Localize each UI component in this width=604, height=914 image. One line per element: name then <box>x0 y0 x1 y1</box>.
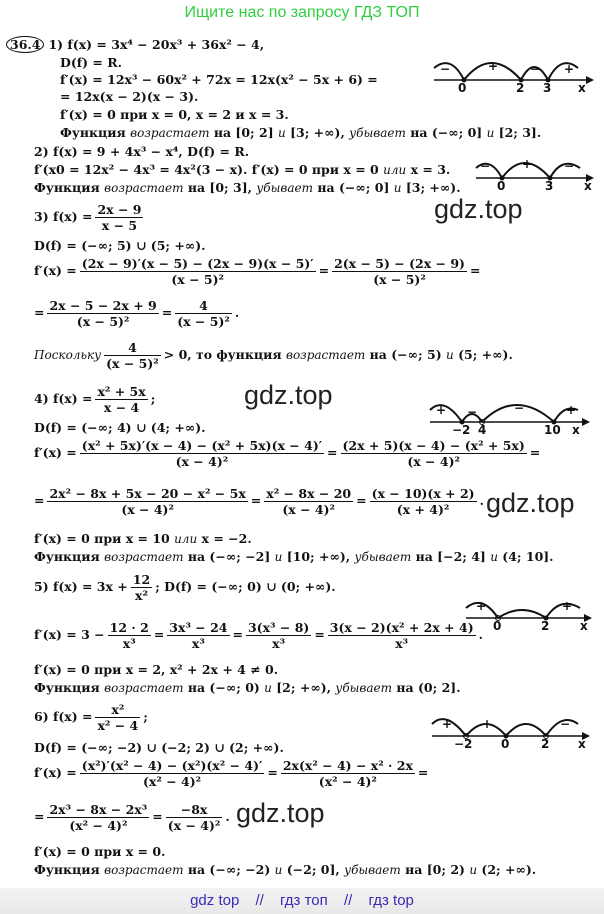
p4-domain: D(f) = (−∞; 4) ∪ (4; +∞). <box>34 420 206 435</box>
p4-sign-2: − <box>467 405 478 419</box>
p6-conclusion: Функция возрастает на (−∞; −2) и (−2; 0], убывает на [0; 2) и (2; +∞). <box>34 862 537 877</box>
p4-point-2: 4 <box>478 423 487 434</box>
p6-point-1: −2 <box>454 737 473 750</box>
p2-point-1: 0 <box>497 179 506 192</box>
p2-sign-3: − <box>564 159 575 173</box>
problem-number: 36.4 <box>6 36 44 53</box>
p6-sign-1: + <box>442 717 453 731</box>
p3-derivative: f′(x) = $\frac{(2x - 9)'(x - 5) - (2x - 9)(x - 5)'}{\text{(x − 5)²}}$ = $\frac{2(x - 5) - (2x - 9)}{\text{(x − 5)²}}$ = <box>34 256 481 287</box>
p2-axis: x <box>584 179 592 192</box>
p1-point-2: 2 <box>516 81 525 92</box>
p5-point-2: 2 <box>541 619 550 632</box>
p4-point-1: −2 <box>452 423 471 434</box>
p1-sign-1: − <box>440 62 451 76</box>
p2-point-2: 3 <box>545 179 554 192</box>
p2-function: 2) f(x) = 9 + 4x³ − x⁴, D(f) = R. <box>34 144 250 159</box>
watermark-2: gdz.top <box>244 380 333 410</box>
p5-function: 5) f(x) = 3x + $\frac{12}{\text{x²}}$ ; D(f) = (−∞; 0) ∪ (0; +∞). <box>34 572 336 603</box>
p4-point-3: 10 <box>544 423 561 434</box>
footer-separator: // <box>255 892 264 909</box>
p4-derivative: f′(x) = $\frac{\text{(x² + 5x)′(x − 4) − (x² + 5x)(x − 4)′}}{\text{(x − 4)²}}$ = $\frac{\text{(2x + 5)(x − 4) − (x² + 5x)}}{\text{(x − 4)²}}$ = <box>34 438 541 469</box>
p4-sign-3: − <box>514 401 525 415</box>
p2-conclusion: Функция возрастает на [0; 3], убывает на (−∞; 0] и [3; +∞). <box>34 180 461 195</box>
p1-sign-4: + <box>564 62 575 76</box>
p6-axis: x <box>578 737 586 750</box>
p2-derivative: f′(x0 = 12x² − 4x³ = 4x²(3 − x). f′(x) = 0 при x = 0 или x = 3. <box>34 162 451 177</box>
footer-link-gdz-top-ru[interactable]: гдз топ <box>280 892 328 909</box>
footer-bar <box>0 888 604 914</box>
p6-sign-chart <box>428 706 596 750</box>
p5-conclusion: Функция возрастает на (−∞; 0) и [2; +∞), убывает на (0; 2]. <box>34 680 461 695</box>
p5-sign-2: − <box>518 603 529 617</box>
p1-domain: D(f) = R. <box>60 55 122 70</box>
p1-sign-3: − <box>530 62 541 76</box>
p1-point-3: 3 <box>543 81 552 92</box>
p5-point-1: 0 <box>493 619 502 632</box>
p6-sign-2: + <box>482 717 493 731</box>
p5-zeros: f′(x) = 0 при x = 2, x² + 2x + 4 ≠ 0. <box>34 662 279 677</box>
p4-sign-1: + <box>436 403 447 417</box>
footer-link-gdz-top[interactable]: gdz top <box>190 892 240 909</box>
p4-zeros: f′(x) = 0 при x = 10 или x = −2. <box>34 531 252 546</box>
p1-derivative: f′(x) = 12x³ − 60x² + 72x = 12x(x² − 5x + 6) = <box>60 72 378 87</box>
watermark-3: gdz.top <box>486 488 575 518</box>
p5-derivative: f′(x) = 3 − $\frac{12 \cdot 2}{\text{x³}}$ = $\frac{\text{3x³ − 24}}{\text{x³}}$ = $\frac{\text{3(x³ − 8)}}{\text{x³}}$ = $\frac{\text{3(x − 2)(x² + 2x + 4)}}{\text{x³}}$ . <box>34 620 483 651</box>
p6-function: 6) f(x) = $\frac{\text{x²}}{\text{x² − 4}}$ ; <box>34 702 148 733</box>
footer-link-gdz-top-mixed[interactable]: гдз top <box>368 892 414 909</box>
p6-derivative: f′(x) = $\frac{\text{(x²)′(x² − 4) − (x²)(x² − 4)′}}{\text{(x² − 4)²}}$ = $\frac{\text{2x(x² − 4) − x² · 2x}}{\text{(x² − 4)²}}$ = <box>34 758 429 789</box>
p6-zeros: f′(x) = 0 при x = 0. <box>34 844 166 859</box>
header-banner[interactable]: Ищите нас по запросу ГДЗ ТОП <box>184 4 420 21</box>
p1-point-1: 0 <box>458 81 467 92</box>
p4-simplified: = $\frac{\text{2x² − 8x + 5x − 20 − x² − 5x}}{\text{(x − 4)²}}$ = $\frac{\text{x² − 8x − 20}}{\text{(x − 4)²}}$ = $\frac{(x - 10)(x + 2)}{\text{(x + 4)²}}$ . <box>34 486 484 517</box>
p2-sign-1: − <box>480 159 491 173</box>
watermark-1: gdz.top <box>434 194 523 224</box>
footer-separator: // <box>343 892 353 909</box>
p3-domain: D(f) = (−∞; 5) ∪ (5; +∞). <box>34 238 206 253</box>
p4-function: 4) f(x) = $\frac{\text{x² + 5x}}{x - 4}$ ; <box>34 384 156 415</box>
p3-function: 3) f(x) = $\frac{2x - 9}{x - 5}$ <box>34 202 142 233</box>
p6-sign-3: − <box>522 717 533 731</box>
p5-axis: x <box>580 619 588 632</box>
p5-sign-1: + <box>476 599 487 613</box>
p2-sign-chart <box>472 146 598 192</box>
p3-simplified: = $\frac{2x - 5 - 2x + 9}{\text{(x − 5)²}}$ = $\frac{4}{\text{(x − 5)²}}$ . <box>34 298 240 329</box>
p6-simplified: = $\frac{\text{2x³ − 8x − 2x³}}{\text{(x² − 4)²}}$ = $\frac{-8x}{\text{(x − 4)²}}$ . <box>34 802 230 833</box>
p1-sign-2: + <box>488 59 499 73</box>
p5-sign-3: + <box>562 599 573 613</box>
p6-point-3: 2 <box>541 737 550 750</box>
p1-axis: x <box>578 81 586 92</box>
p3-conclusion: Поскольку $\frac{4}{\text{(x − 5)²}}$ > 0, то функция возрастает на (−∞; 5) и (5; +∞). <box>34 340 513 371</box>
p1-function: 1) f(x) = 3x⁴ − 20x³ + 36x² − 4, <box>48 37 265 52</box>
p2-sign-2: + <box>522 157 533 171</box>
p4-axis: x <box>572 423 580 434</box>
p6-point-2: 0 <box>501 737 510 750</box>
p4-sign-4: + <box>566 403 577 417</box>
p1-sign-chart <box>426 40 596 92</box>
p6-domain: D(f) = (−∞; −2) ∪ (−2; 2) ∪ (2; +∞). <box>34 740 284 755</box>
p4-sign-chart <box>426 388 596 434</box>
p6-sign-4: − <box>560 717 571 731</box>
p1-line1 <box>6 36 264 53</box>
solution-page <box>0 26 604 888</box>
watermark-4: gdz.top <box>236 798 325 828</box>
p1-conclusion: Функция возрастает на [0; 2] и [3; +∞), убывает на (−∞; 0] и [2; 3]. <box>60 125 542 140</box>
p1-zeros: f′(x) = 0 при x = 0, x = 2 и x = 3. <box>60 107 289 122</box>
p4-conclusion: Функция возрастает на (−∞; −2] и [10; +∞), убывает на [−2; 4] и (4; 10]. <box>34 549 554 564</box>
p1-factored: = 12x(x − 2)(x − 3). <box>60 89 199 104</box>
